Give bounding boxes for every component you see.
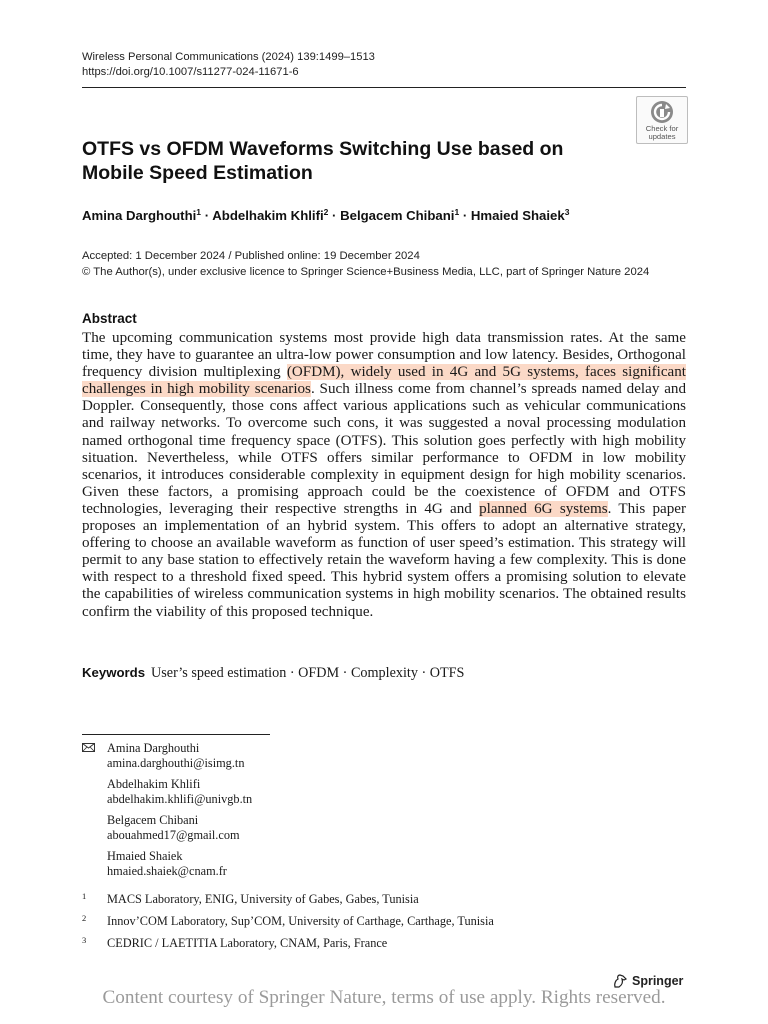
contact-email[interactable]: abdelhakim.khlifi@univgb.tn bbox=[107, 791, 253, 806]
author-name[interactable]: Belgacem Chibani bbox=[340, 208, 455, 223]
contact-name: Belgacem Chibani bbox=[107, 813, 199, 827]
author-affiliation-mark: 1 bbox=[454, 207, 460, 217]
abstract-highlight: (OFDM), widely used in 4G and 5G systems, faces significant challenges in high mobility scenarios bbox=[82, 364, 686, 398]
envelope-icon bbox=[82, 743, 95, 752]
affiliation-entry bbox=[82, 914, 494, 929]
abstract-part: The upcoming communication systems most provide high data transmission rates. At the same time, they have to guarantee an ultra-low power consumption and low latency. Besides, Orthogonal frequency division multiplexing bbox=[82, 330, 686, 381]
copyright-notice: © The Author(s), under exclusive licence to Springer Science+Business Media, LLC, part of Springer Nature 2024 bbox=[82, 265, 650, 278]
contact-email[interactable]: hmaied.shaiek@cnam.fr bbox=[107, 863, 227, 878]
affiliation-text: Innov’COM Laboratory, Sup’COM, University of Carthage, Carthage, Tunisia bbox=[107, 914, 494, 928]
keywords-text: User’s speed estimation · OFDM · Complexity · OTFS bbox=[151, 665, 465, 681]
abstract-highlight: planned 6G systems bbox=[479, 500, 608, 517]
contact-entry bbox=[82, 849, 252, 878]
springer-horse-icon bbox=[612, 974, 628, 988]
affiliation-text: CEDRIC / LAETITIA Laboratory, CNAM, Paris, France bbox=[107, 936, 388, 950]
author-separator: · bbox=[328, 208, 341, 223]
publication-dates bbox=[82, 249, 649, 280]
abstract-text bbox=[82, 330, 686, 621]
keywords-line bbox=[82, 665, 464, 682]
contact-name: Amina Darghouthi bbox=[107, 741, 200, 755]
author-separator: · bbox=[201, 208, 213, 223]
author-separator: · bbox=[459, 208, 471, 223]
paper-title: OTFS vs OFDM Waveforms Switching Use based on Mobile Speed Estimation bbox=[82, 138, 564, 184]
author-contacts bbox=[82, 741, 252, 885]
affiliation-list bbox=[82, 892, 494, 958]
contact-entry bbox=[82, 777, 252, 806]
journal-header bbox=[82, 50, 375, 80]
abstract-heading: Abstract bbox=[82, 311, 137, 326]
affiliation-entry bbox=[82, 892, 494, 907]
author-name[interactable]: Hmaied Shaiek bbox=[470, 208, 565, 223]
contact-email[interactable]: amina.darghouthi@isimg.tn bbox=[107, 755, 245, 770]
affiliation-number: 1 bbox=[82, 891, 87, 901]
abstract-part: . This paper proposes an implementation of an hybrid system. This offers to adopt an alternative strategy, offering to choose an available waveform as function of user speed’s estimation. This strategy will permit to any base station to effectively retain the waveform having a few complexity. This is done with respect to a threshold fixed speed. This hybrid system offers a promising solution to elevate the capabilities of wireless communication systems in high mobility scenarios. The obtained results confirm the viability of this proposed technique. bbox=[82, 500, 686, 620]
author-affiliation-mark: 1 bbox=[196, 207, 202, 217]
contact-email[interactable]: abouahmed17@gmail.com bbox=[107, 827, 240, 842]
footnote-rule bbox=[82, 734, 270, 735]
affiliation-text: MACS Laboratory, ENIG, University of Gabes, Gabes, Tunisia bbox=[107, 892, 419, 906]
author-affiliation-mark: 3 bbox=[564, 207, 570, 217]
contact-entry bbox=[82, 741, 252, 770]
abstract-part: . Such illness come from channel’s spreads named delay and Doppler. Consequently, those cons affect various applications such as vehicular communications and railway networks. To overcome such cons, it was suggested a noval processing modulation named orthogonal time frequency space (OTFS). This solution goes perfectly with high mobility situation. Nevertheless, while OTFS offers similar performance to OFDM in low mobility scenarios, it introduces considerable complexity in equipment design for high mobility scenarios. Given these factors, a promising approach could be the coexistence of OFDM and OTFS technologies, leveraging their respective strengths in 4G and bbox=[82, 381, 686, 517]
affiliation-number: 2 bbox=[82, 913, 87, 923]
publisher-logo bbox=[612, 974, 683, 988]
author-name[interactable]: Amina Darghouthi bbox=[82, 208, 197, 223]
journal-citation: Wireless Personal Communications (2024) 139:1499–1513 bbox=[82, 51, 375, 63]
author-affiliation-mark: 2 bbox=[323, 207, 329, 217]
keywords-label: Keywords bbox=[82, 665, 146, 680]
affiliation-entry bbox=[82, 936, 494, 951]
copyright-watermark: Content courtesy of Springer Nature, terms of use apply. Rights reserved. bbox=[102, 987, 666, 1008]
affiliation-number: 3 bbox=[82, 935, 87, 945]
accepted-published-dates: Accepted: 1 December 2024 / Published online: 19 December 2024 bbox=[82, 250, 420, 262]
publisher-name: Springer bbox=[632, 974, 684, 988]
check-for-updates-icon bbox=[649, 100, 675, 124]
doi-link[interactable]: https://doi.org/10.1007/s11277-024-11671-6 bbox=[82, 66, 299, 78]
contact-name: Hmaied Shaiek bbox=[107, 849, 183, 863]
author-name[interactable]: Abdelhakim Khlifi bbox=[212, 208, 324, 223]
header-rule bbox=[82, 87, 686, 88]
check-for-updates-label: Check for updates bbox=[645, 124, 679, 141]
contact-entry bbox=[82, 813, 252, 842]
check-for-updates-badge[interactable] bbox=[636, 96, 688, 144]
author-list bbox=[82, 207, 569, 223]
contact-name: Abdelhakim Khlifi bbox=[107, 777, 201, 791]
